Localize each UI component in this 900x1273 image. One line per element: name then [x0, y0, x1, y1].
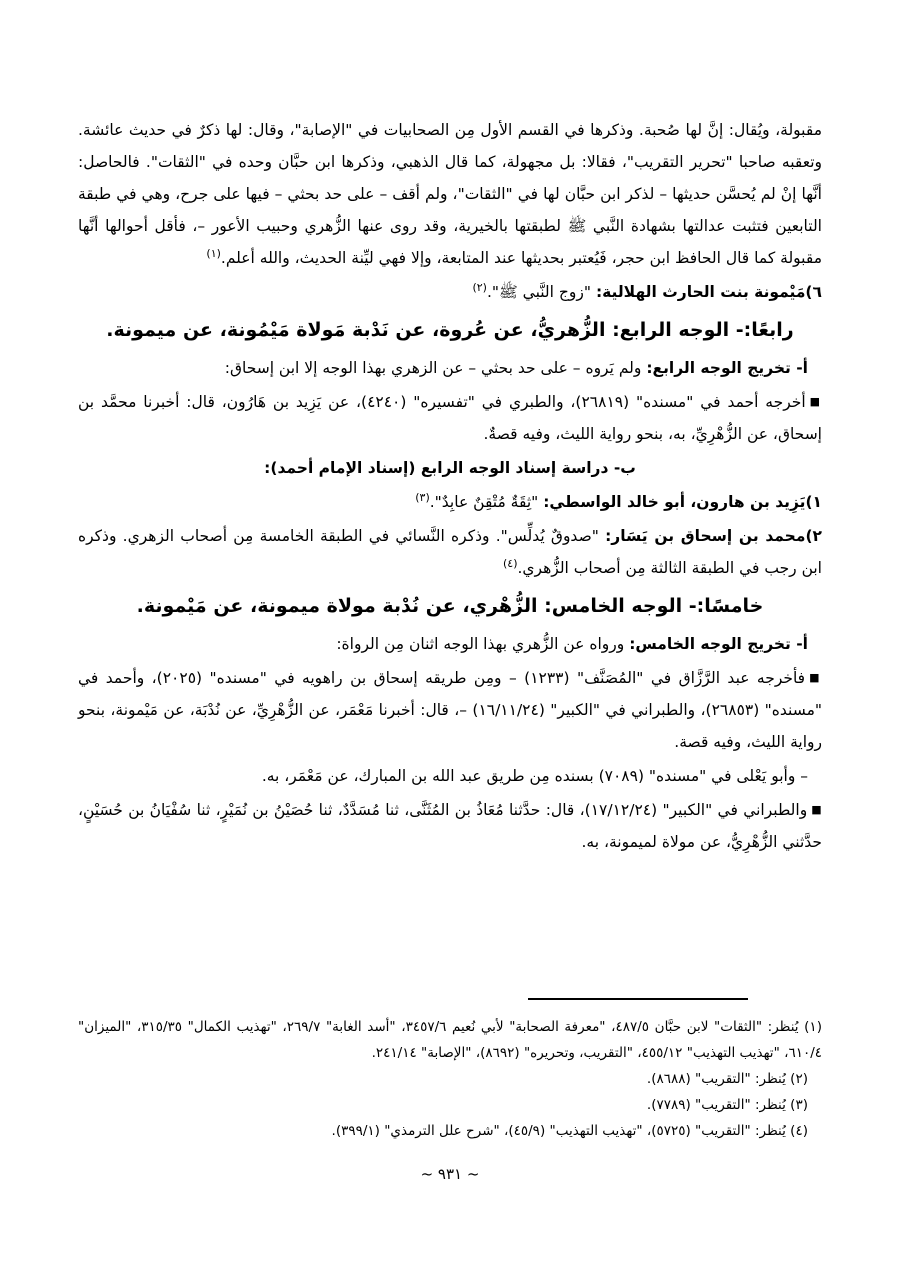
footnote: (٤) يُنظر: "التقريب" (٥٧٢٥)، "تهذيب التهذيب" (٤٥/٩)، "شرح علل الترمذي" (٣٩٩/١).: [331, 1123, 808, 1139]
narrator-item: [78, 486, 822, 518]
footnote-ref: (١): [206, 246, 221, 260]
takhrij-text: ورواه عن الزُّهري بهذا الوجه اثنان مِن الرواة:: [336, 635, 625, 653]
bullet-paragraph: [78, 386, 822, 450]
narrator-desc: "ثِقَةٌ مُتْقِنٌ عابِدٌ".: [429, 493, 539, 511]
footnote-ref: (٢): [472, 280, 487, 294]
main-text: [78, 114, 822, 858]
page-number: ~ ٩٣١ ~: [420, 1165, 480, 1183]
bullet-icon: ■: [809, 671, 822, 684]
item-desc: "زوج النَّبي ﷺ".: [486, 283, 591, 301]
takhrij-label: أ- تخريج الوجه الرابع:: [646, 359, 808, 377]
bullet-text: أخرجه أحمد في "مسنده" (٢٦٨١٩)، والطبري في "تفسيره" (٤٢٤٠)، عن يَزِيد بن هَارُون، قال: أخبرنا محمَّد بن إسحاق، عن الزُّهْرِيِّ، به، بنحو رواية الليث، وفيه قصةٌ.: [78, 393, 822, 443]
footnote: (١) يُنظر: "الثقات" لابن حبَّان ٤٨٧/٥، "معرفة الصحابة" لأبي نُعيم ٣٤٥٧/٦، "أسد الغابة" ٢٦٩/٧، "تهذيب الكمال" ٣١٥/٣٥، "الميزان" ٦١٠/٤، "تهذيب التهذيب" ٤٥٥/١٢، "التقريب، وتحريره" (٨٦٩٢)، "الإصابة" ٢٤١/١٤.: [78, 1019, 822, 1061]
footnote-separator: [528, 998, 748, 1000]
takhrij-heading-4: [78, 352, 822, 384]
takhrij-text: ولم يَروه – على حد بحثي – عن الزهري بهذا الوجه إلا ابن إسحاق:: [224, 359, 642, 377]
footnote: (٢) يُنظر: "التقريب" (٨٦٨٨).: [646, 1071, 808, 1087]
paragraph-text: مقبولة، ويُقال: إنَّ لها صُحبة. وذكرها في القسم الأول مِن الصحابيات في "الإصابة"، وقال: لها ذكرٌ في حديث عائشة. وتعقبه صاحبا "تحرير التقريب"، فقالا: بل مجهولة، كما قال الذهبي، وذكرها ابن حبَّان وحده في "الثقات". فالحاصل: أنَّها إنْ لم يُحسَّن حديثها – لذكر ابن حبَّان لها في "الثقات"، ولم أقف – على حد بحثي – فيها على جرح، وهي في طبقة التابعين فتثبت عدالتها بشهادة النَّبي ﷺ لطبقتها بالخيرية، وقد روى عنها الزُّهري وحبيب الأعور –، فأقل أحوالها أنَّها مقبولة كما قال الحافظ ابن حجر، فَيُعتبر بحديثها عند المتابعة، وإلا فهي ليِّنة الحديث، والله أعلم.: [78, 121, 822, 267]
narrator-name: ١)يَزِيد بن هارون، أبو خالد الواسطي:: [543, 493, 822, 511]
narrator-item: [78, 520, 822, 584]
footnote-ref: (٣): [415, 490, 430, 504]
narrator-desc: "صدوقٌ يُدلِّس". وذكره النَّسائي في الطبقة الخامسة مِن أصحاب الزهري. وذكره ابن رجب في الطبقة الثالثة مِن أصحاب الزُّهري.: [78, 527, 822, 577]
takhrij-label: أ- تخريج الوجه الخامس:: [629, 635, 808, 653]
item-name: ٦)مَيْمونة بنت الحارث الهلالية:: [595, 283, 822, 301]
bullet-text: فأخرجه عبد الرَّزَّاق في "المُصَنَّف" (١٢٣٣) – ومِن طريقه إسحاق بن راهويه في "مسنده" (٢٠٢٥)، وأحمد في "مسنده" (٢٦٨٥٣)، والطبراني في "الكبير" (١٦/١١/٢٤) –، قال: أخبرنا مَعْمَر، عن الزُّهْرِيِّ، عن نُدْبَة، عن مَيْمونة، بنحو رواية الليث، وفيه قصة.: [78, 669, 822, 751]
footnote: (٣) يُنظر: "التقريب" (٧٧٨٩).: [646, 1097, 808, 1113]
dash-paragraph: – وأبو يَعْلى في "مسنده" (٧٠٨٩) بسنده مِن طريق عبد الله بن المبارك، عن مَعْمَر، به.: [261, 767, 808, 785]
study-heading-4: ب- دراسة إسناد الوجه الرابع (إسناد الإمام أحمد):: [264, 459, 636, 477]
footnote-ref: (٤): [502, 556, 518, 570]
item-maymuna: [78, 276, 822, 308]
bullet-text: والطبراني في "الكبير" (١٧/١٢/٢٤)، قال: حدَّثنا مُعَاذُ بن المُثَنَّى، ثنا مُسَدَّدٌ، ثنا حُصَيْنُ بن نُمَيْرٍ، ثنا سُفْيَانُ بن حُسَيْنٍ، حدَّثني الزُّهْرِيُّ، عن مولاة لميمونة، به.: [78, 801, 822, 851]
section-heading-4: رابعًا:- الوجه الرابع: الزُّهريُّ، عن عُروة، عن نَدْبة مَولاة مَيْمُونة، عن ميمونة.: [106, 319, 794, 341]
paragraph: [78, 114, 822, 274]
bullet-icon: ■: [809, 395, 822, 408]
bullet-paragraph: [78, 662, 822, 758]
takhrij-heading-5: [78, 628, 822, 660]
section-heading-5: خامسًا:- الوجه الخامس: الزُّهْري، عن نُدْبة مولاة ميمونة، عن مَيْمونة.: [136, 595, 764, 617]
bullet-paragraph: [78, 794, 822, 858]
narrator-name: ٢)محمد بن إسحاق بن يَسَار:: [605, 527, 822, 545]
footnotes: [78, 1014, 822, 1144]
bullet-icon: ■: [811, 803, 822, 816]
